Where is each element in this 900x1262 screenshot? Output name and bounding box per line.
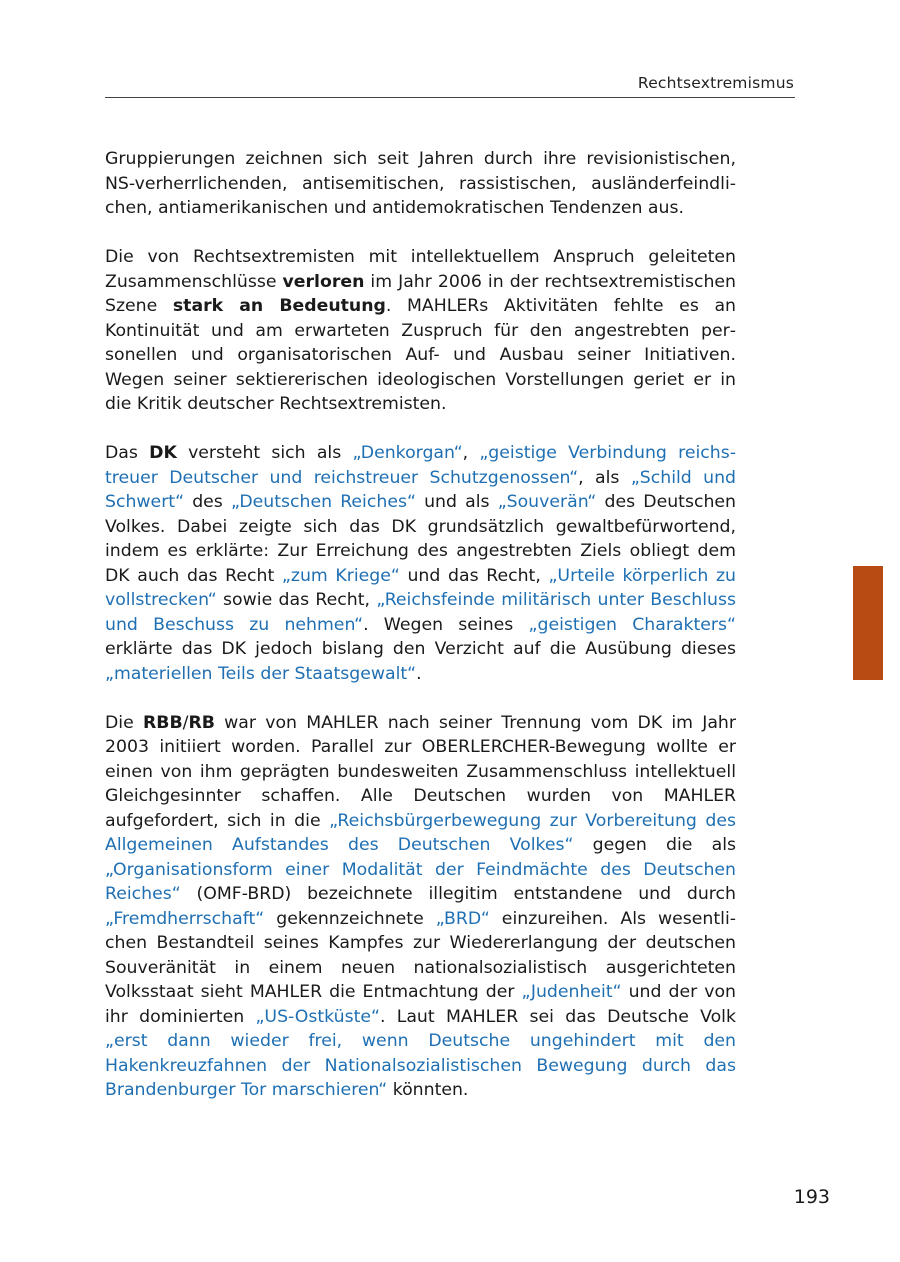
text-segment: war von MAHLER nach seiner Trennung vom DK im Jahr 2003 initiiert worden. Parallel zur OBERLERCHER-Bewegung wollte er einen von ihm geprägten bundesweiten Zusammenschluss intellektuell Gleichgesinnter schaffen. Alle Deutschen wurden von MAHLER aufgefordert, sich in die (105, 712, 736, 831)
text-segment: erklärte das DK jedoch bislang den Verzicht auf die Ausübung dieses (105, 639, 736, 659)
text-segment: . Wegen seines (363, 614, 529, 635)
quoted-text: „Denkorgan“ (352, 443, 463, 463)
bold-term: verloren (282, 271, 365, 292)
running-header-title: Rechtsextremismus (637, 74, 794, 92)
header-rule (105, 97, 795, 98)
page-number: 193 (793, 1186, 830, 1208)
quoted-text: „Reichsbürgerbewegung zur Vorbereitung des Allgemeinen Aufstandes des Deutschen Volkes“ (105, 810, 736, 855)
text-segment: gegen die als (573, 835, 736, 855)
paragraph (105, 441, 736, 686)
bold-term: RB (188, 712, 215, 733)
quoted-text: „Judenheit“ (521, 982, 622, 1002)
quoted-text: „BRD“ (435, 908, 490, 929)
quoted-text: „zum Kriege“ (281, 565, 400, 586)
body-text (105, 147, 736, 1127)
text-segment: sowie das Recht, (216, 590, 377, 610)
text-segment: des (184, 492, 231, 512)
text-segment: . MAHLERs Aktivitäten fehlte es an Kontinuität und am erwarteten Zuspruch für den angestrebten personellen und organisatorischen Auf- und Ausbau seiner Initiativen. Wegen seiner sektiererischen ideologischen Vorstellungen geriet er in die Kritik deutscher Rechtsextremisten. (105, 296, 736, 414)
quoted-text: „Schild und Schwert“ (105, 467, 737, 512)
text-segment: im Jahr 2006 in der rechtsextremistischen Szene (105, 271, 736, 316)
quoted-text: „geistigen Charakters“ (528, 614, 736, 635)
quoted-text: „Souverän“ (497, 492, 597, 512)
chapter-side-tab (853, 566, 883, 680)
quoted-text: „erst dann wieder frei, wenn Deutsche ungehindert mit den Hakenkreuzfahnen der Nationalsozialistischen Bewegung durch das Brandenburger Tor marschieren“ (105, 1031, 736, 1100)
text-segment: (OMF-BRD) bezeichnete illegitim entstandene und durch (180, 884, 736, 904)
text-segment: , als (578, 467, 631, 488)
text-segment: und der von ihr dominierten (105, 982, 736, 1027)
paragraph (105, 147, 736, 221)
quoted-text: „US-Ostküste“ (255, 1006, 380, 1027)
paragraph (105, 711, 736, 1103)
bold-term: DK (149, 443, 177, 463)
paragraph (105, 245, 736, 417)
bold-term: RBB (142, 712, 183, 733)
text-segment: / (182, 712, 189, 733)
quoted-text: „Deutschen Reiches“ (230, 492, 416, 512)
quoted-text: „materiellen Teils der Staatsgewalt“ (105, 663, 417, 684)
text-segment: gekennzeichnete (264, 908, 436, 929)
bold-term: stark an Bedeutung (172, 296, 386, 316)
quoted-text: „geistige Verbindung reichstreuer Deutscher und reichstreuer Schutzgenossen“ (105, 443, 736, 488)
quoted-text: „Organisationsform einer Modalität der Feindmächte des Deutschen Reiches“ (105, 859, 736, 904)
text-segment: des Deutschen Volkes. Dabei zeigte sich das DK grundsätzlich gewaltbefürwortend, indem es erklärte: Zur Erreichung des angestrebten Ziels obliegt dem DK auch das Recht (105, 492, 736, 586)
quoted-text: „Reichsfeinde militärisch unter Beschluss und Beschuss zu nehmen“ (105, 590, 736, 635)
text-segment: . Laut MAHLER sei das Deutsche Volk (379, 1006, 736, 1027)
quoted-text: „Fremdherrschaft“ (105, 908, 265, 929)
text-segment: versteht sich als (176, 443, 353, 463)
text-segment: . (416, 663, 422, 684)
text-segment: Gruppierungen zeichnen sich seit Jahren durch ihre revisionistischen, NS-verherrlichenden, antisemitischen, rassistischen, ausländerfeindlichen, antiamerikanischen und antidemokratischen Tendenzen aus. (105, 149, 736, 218)
quoted-text: „Urteile körperlich zu vollstrecken“ (105, 565, 737, 610)
text-segment: und als (415, 492, 498, 512)
text-segment: Die von Rechtsextremisten mit intellektuellem Anspruch geleiteten Zusammenschlüsse (105, 247, 736, 292)
text-segment: einzureihen. Als wesentlichen Bestandteil seines Kampfes zur Wiedererlangung der deutschen Souveränität in einem neuen nationalsozialistisch ausgerichteten Volksstaat sieht MAHLER die Entmachtung der (105, 908, 737, 1002)
text-segment: könnten. (387, 1080, 469, 1100)
text-segment: und das Recht, (399, 565, 549, 586)
text-segment: Das (105, 443, 150, 463)
text-segment: Die (105, 712, 143, 733)
text-segment: , (462, 443, 480, 463)
